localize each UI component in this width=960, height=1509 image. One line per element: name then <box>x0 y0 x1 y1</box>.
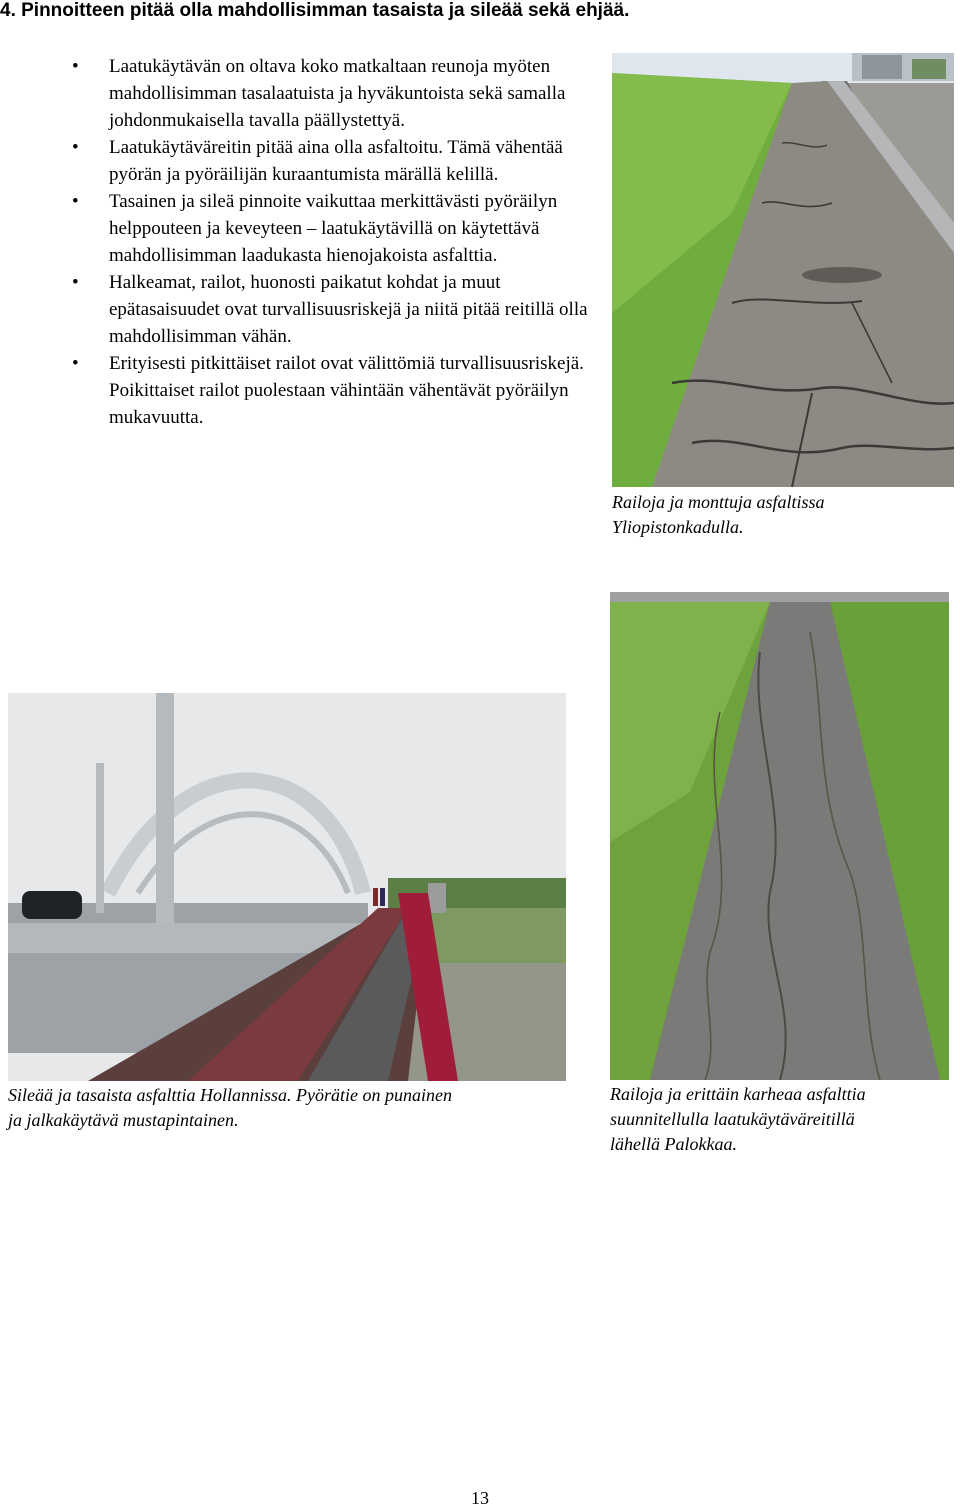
photo-cracked-asphalt <box>612 53 954 487</box>
caption-line: lähellä Palokkaa. <box>610 1134 737 1154</box>
section-heading: 4. Pinnoitteen pitää olla mahdollisimman tasaista ja sileää sekä ehjää. <box>0 0 630 21</box>
list-item: • Laatukäytäväreitin pitää aina olla asfaltoitu. Tämä vähentää pyörän ja pyöräilijän kuraantumista märällä kelillä. <box>70 134 590 188</box>
caption-line: ja jalkakäytävä mustapintainen. <box>8 1110 239 1130</box>
photo-rough-asphalt <box>610 592 949 1080</box>
list-item: • Halkeamat, railot, huonosti paikatut kohdat ja muut epätasaisuudet ovat turvallisuusriskejä ja niitä pitää reitillä olla mahdollisimman vähän. <box>70 269 590 350</box>
caption-line: suunnitellulla laatukäytäväreitillä <box>610 1109 855 1129</box>
list-item: • Tasainen ja sileä pinnoite vaikuttaa merkittävästi pyöräilyn helppouteen ja keveyteen – laatukäytävillä on käytettävä mahdollisimman laadukasta hienojakoista asfalttia. <box>70 188 590 269</box>
photo-caption <box>610 1082 866 1157</box>
page-number: 13 <box>471 1488 489 1508</box>
requirements-list <box>70 53 590 431</box>
caption-line: Yliopistonkadulla. <box>612 517 744 537</box>
list-item: • Erityisesti pitkittäiset railot ovat välittömiä turvallisuusriskejä. Poikittaiset railot puolestaan vähintään vähentävät pyöräilyn mukavuutta. <box>70 350 590 431</box>
photo-caption <box>8 1083 452 1133</box>
list-item: • Laatukäytävän on oltava koko matkaltaan reunoja myöten mahdollisimman tasalaatuista ja hyväkuntoista sekä samalla johdonmukaisella tavalla päällystettyä. <box>70 53 590 134</box>
caption-line: Sileää ja tasaista asfalttia Hollannissa. Pyörätie on punainen <box>8 1085 452 1105</box>
photo-bridge <box>8 693 566 1081</box>
photo-caption <box>612 490 825 540</box>
caption-line: Railoja ja monttuja asfaltissa <box>612 492 825 512</box>
caption-line: Railoja ja erittäin karheaa asfalttia <box>610 1084 866 1104</box>
